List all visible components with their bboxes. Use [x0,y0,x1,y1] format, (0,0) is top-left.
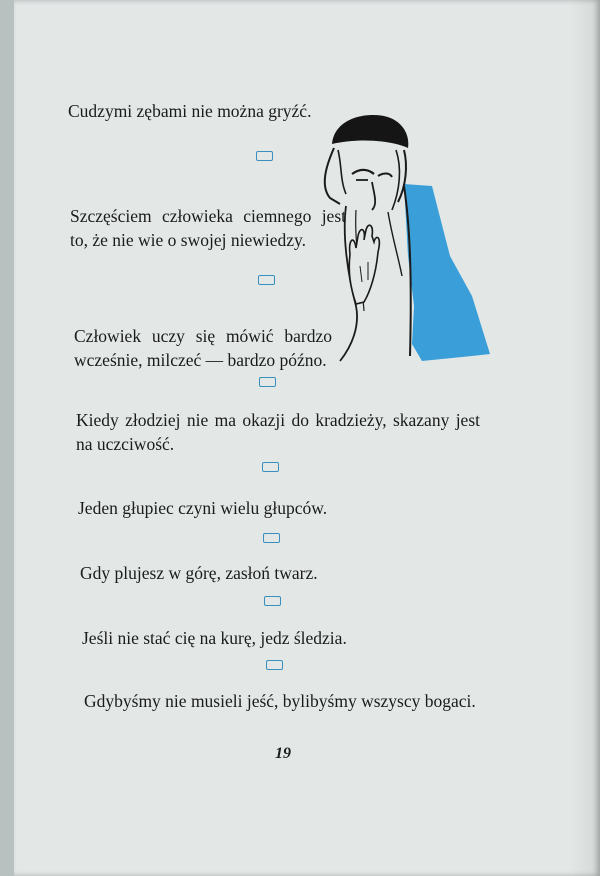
proverb-4: Kiedy złodziej nie ma okazji do kradzieży, skazany jest na uczciwość. [76,410,480,454]
separator-square-icon [263,533,280,543]
separator-square-icon [266,660,283,670]
separator-square-icon [259,377,276,387]
separator-square-icon [264,596,281,606]
separator-square-icon [258,275,275,285]
proverb-3: Człowiek uczy się mówić bardzo wcześnie, milczeć — bardzo późno. [74,326,332,370]
page-number: 19 [275,745,291,762]
separator-square-icon [256,151,273,161]
proverb-5: Jeden głupiec czyni wielu głupców. [78,498,328,518]
proverb-1: Cudzymi zębami nie można gryźć. [68,101,312,121]
proverb-8: Gdybyśmy nie musieli jeść, bylibyśmy wszyscy bogaci. [84,691,476,711]
old-man-illustration [312,106,494,368]
proverb-6: Gdy plujesz w górę, zasłoń twarz. [80,563,318,583]
separator-square-icon [262,462,279,472]
proverb-2: Szczęściem człowieka ciemnego jest to, że nie wie o swojej niewiedzy. [70,206,346,250]
proverb-7: Jeśli nie stać cię na kurę, jedz śledzia. [82,628,347,648]
